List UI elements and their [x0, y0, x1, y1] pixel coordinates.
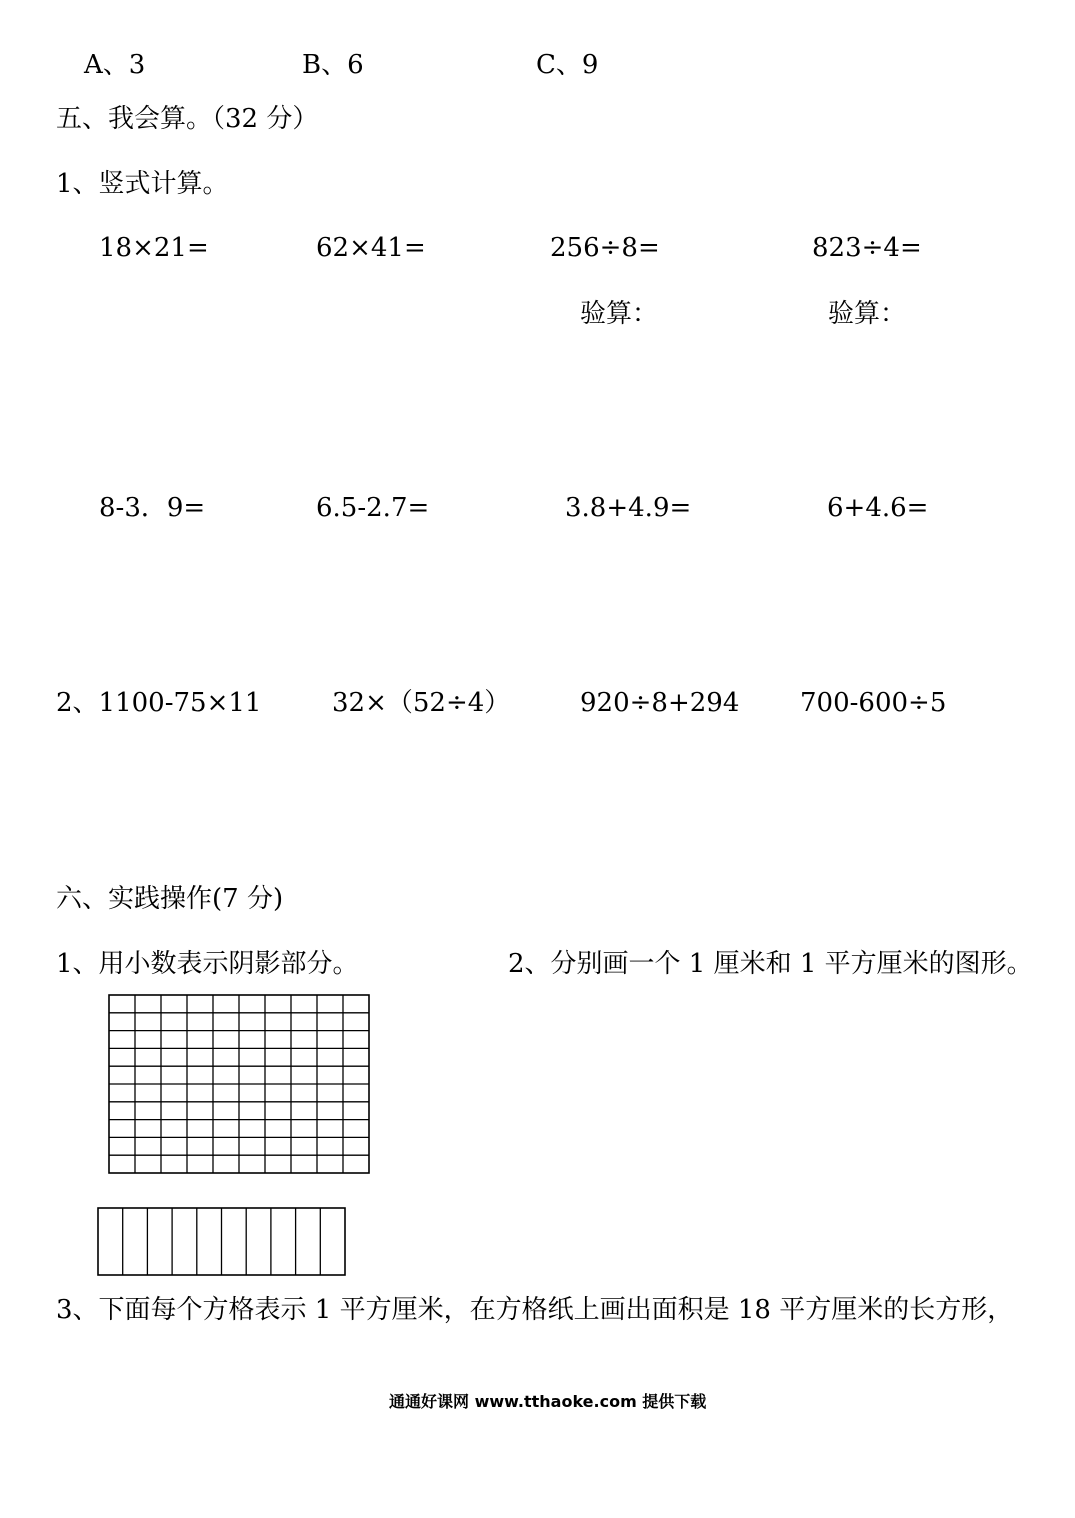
- mixed-calc-4: 700-600÷5: [800, 688, 947, 718]
- mixed-calc-2: 32×（52÷4）: [332, 688, 511, 718]
- section6-title: 六、实践操作(7 分): [56, 884, 284, 914]
- practice-q3: 3、下面每个方格表示 1 平方厘米，在方格纸上画出面积是 18 平方厘米的长方形，: [56, 1295, 1014, 1325]
- practice-q1: 1、用小数表示阴影部分。: [56, 949, 359, 979]
- calc-7: 3.8+4.9=: [565, 493, 692, 523]
- option-c: C、9: [536, 50, 599, 80]
- calc-2: 62×41=: [316, 233, 426, 263]
- calc-1: 18×21=: [99, 233, 209, 263]
- calc-8: 6+4.6=: [827, 493, 929, 523]
- option-a: A、3: [84, 50, 146, 80]
- calc-5: 8-3．9=: [99, 493, 206, 523]
- mixed-calc-3: 920÷8+294: [580, 688, 740, 718]
- decimal-grid-10x10: [108, 994, 370, 1174]
- footer-source: 通通好课网 www.tthaoke.com 提供下载: [389, 1392, 707, 1411]
- calc-4: 823÷4=: [812, 233, 922, 263]
- practice-q2: 2、分别画一个 1 厘米和 1 平方厘米的图形。: [508, 949, 1033, 979]
- mixed-calc-1: 2、1100-75×11: [56, 688, 262, 718]
- check-label-1: 验算：: [580, 299, 659, 329]
- q1-title: 1、竖式计算。: [56, 169, 229, 199]
- calc-3: 256÷8=: [550, 233, 660, 263]
- check-label-2: 验算：: [828, 299, 907, 329]
- option-b: B、6: [302, 50, 364, 80]
- section5-title: 五、我会算。（32 分）: [56, 104, 319, 134]
- decimal-strip-1x10: [97, 1207, 346, 1276]
- calc-6: 6.5-2.7=: [316, 493, 430, 523]
